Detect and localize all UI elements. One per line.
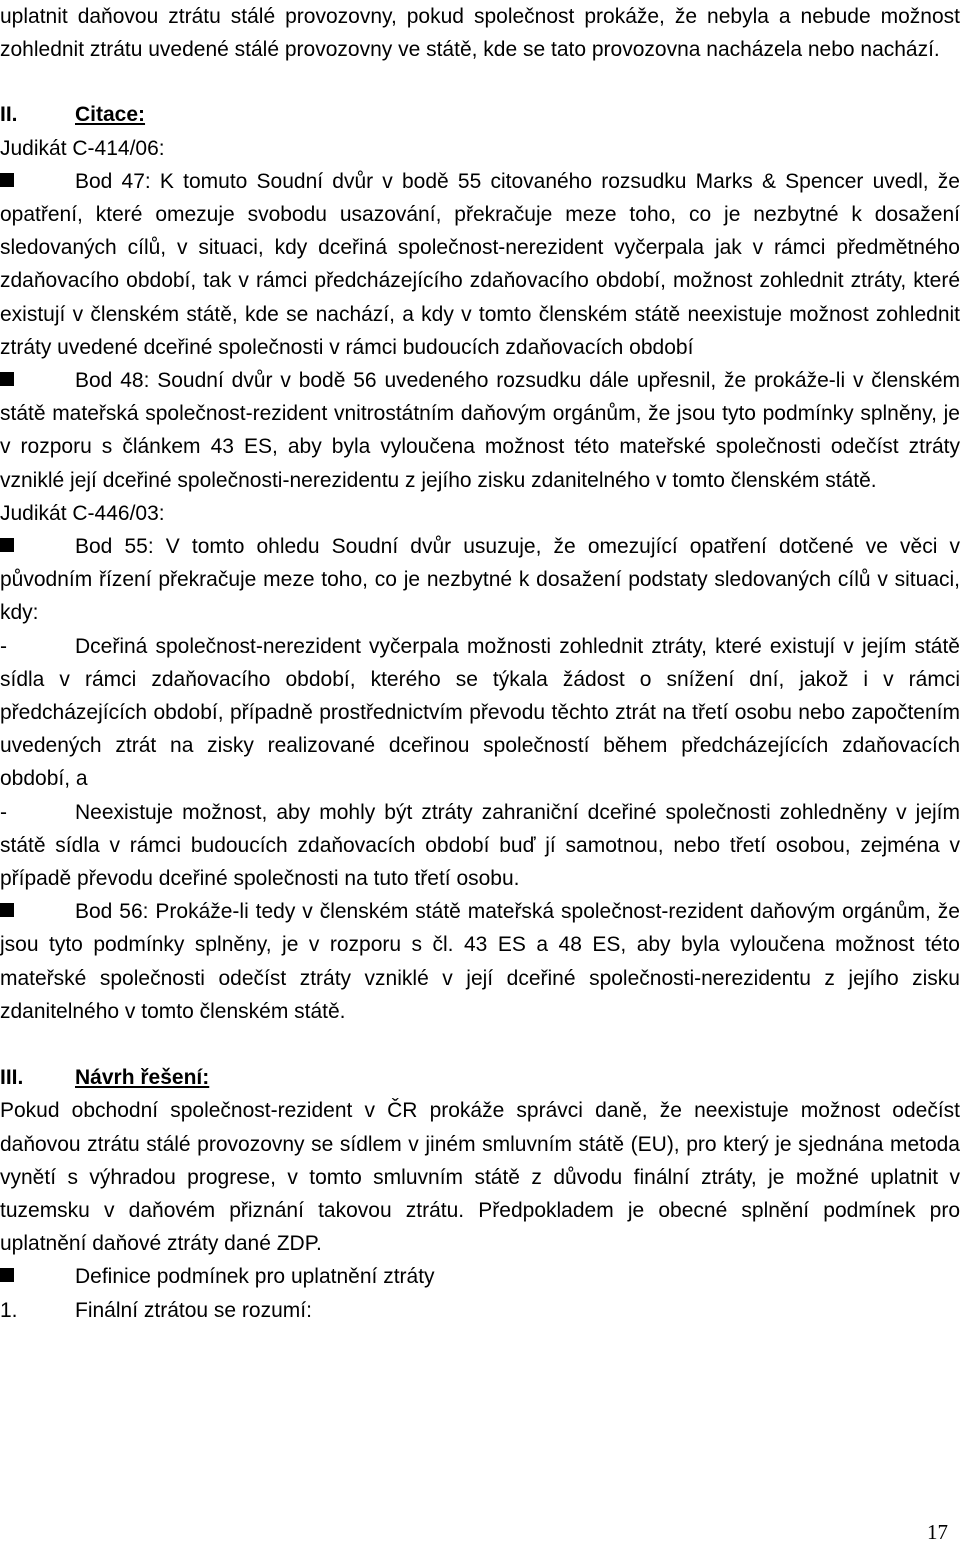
judgment-1-label: Judikát C-414/06:: [0, 136, 165, 160]
list-number: 1.: [0, 1298, 18, 1322]
spacer: [0, 66, 960, 98]
dash-item-1-text: Dceřiná společnost-nerezident vyčerpala možnosti zohlednit ztráty, které existují v jejím státě sídla v rámci zdaňovacího období, kterého se týkala žádost o snížení dní, jakož i v rámci předcházejících období, případně prostřednictvím převodu těchto ztrát na třetí osobu nebo započtením uvedených ztrát na zisky realizované dceřinou společností během předcházejících zdaňovacích období, a: [0, 634, 960, 791]
bod-47-text: Bod 47: K tomuto Soudní dvůr v bodě 55 citovaného rozsudku Marks & Spencer uvedl, že opatření, které omezuje svobodu usazování, překračuje meze toho, co je nezbytné k dosažení sledovaných cílů, v situaci, kdy dceřiná společnost-nerezident vyčerpala jak v rámci předmětného zdaňovacího období, tak v rámci předcházejícího zdaňovacího období, možnost zohlednit ztráty, které existují v členském státě, kde se nachází, a kdy v tomto členském státě neexistuje možnost zohlednit ztráty uvedené dceřiné společnosti v rámci budoucích zdaňovacích období: [0, 169, 960, 359]
bod-56-text: Bod 56: Prokáže-li tedy v členském státě mateřská společnost-rezident daňovým orgánům, že jsou tyto podmínky splněny, je v rozporu s čl. 43 ES a 48 ES, aby byla vyloučena možnost této mateřské společnosti odečíst ztráty vzniklé v její dceřiné společnosti-nerezidentu z jejího zisku zdanitelného v tomto členském státě.: [0, 900, 960, 1023]
bullet-marker: [0, 530, 75, 563]
bod-47-paragraph: [0, 165, 960, 364]
spacer: [0, 1028, 960, 1061]
section-2-title: Citace:: [75, 103, 146, 127]
judgment-2-label: Judikát C-446/03:: [0, 501, 165, 525]
dash-item-2: [0, 796, 960, 896]
dash-marker: -: [0, 634, 7, 658]
section-3-title: Návrh řešení:: [75, 1066, 210, 1090]
bullet-marker: [0, 165, 75, 198]
section-2-number: II.: [0, 103, 18, 127]
section-3-number: III.: [0, 1066, 24, 1090]
section-3-heading: [0, 1061, 960, 1094]
square-bullet-icon: [0, 903, 14, 917]
section-2-heading: [0, 98, 960, 131]
intro-paragraph: uplatnit daňovou ztrátu stálé provozovny, pokud společnost prokáže, že nebyla a nebude možnost zohlednit ztrátu uvedené stálé provozovny ve státě, kde se tato provozovna nacházela nebo nachází.: [0, 5, 960, 62]
dash-item-2-text: Neexistuje možnost, aby mohly být ztráty zahraniční dceřiné společnosti zohledněny v jejím státě sídla v rámci budoucích zdaňovacích období buď jí samotnou, nebo třetí osobou, zejména v případě převodu dceřiné společnosti na tuto třetí osobu.: [0, 800, 960, 891]
dash-marker: -: [0, 800, 7, 824]
bullet-marker: [0, 895, 75, 928]
bullet-marker: [0, 1260, 75, 1293]
bod-48-text: Bod 48: Soudní dvůr v bodě 56 uvedeného rozsudku dále upřesnil, že prokáže-li v členském státě mateřská společnost-rezident vnitrostátním daňovým orgánům, že jsou tyto podmínky splněny, je v rozporu s článkem 43 ES, aby byla vyloučena možnost této mateřské společnosti odečíst ztráty vzniklé její dceřiné společnosti-nerezidentu z jejího zisku zdanitelného v tomto členském státě.: [0, 369, 960, 492]
bod-55-text: Bod 55: V tomto ohledu Soudní dvůr usuzuje, že omezující opatření dotčené ve věci v původním řízení překračuje meze toho, co je nezbytné k dosažení podstaty sledovaných cílů v situaci, kdy:: [0, 535, 960, 625]
bod-48-paragraph: [0, 364, 960, 497]
bullet-marker: [0, 364, 75, 397]
bullet-item-definice: [0, 1260, 960, 1293]
bullet-item-text: Definice podmínek pro uplatnění ztráty: [75, 1265, 435, 1289]
numbered-item-text: Finální ztrátou se rozumí:: [75, 1298, 312, 1322]
square-bullet-icon: [0, 1268, 14, 1282]
square-bullet-icon: [0, 538, 14, 552]
bod-55-paragraph: [0, 530, 960, 630]
numbered-item-1: [0, 1294, 960, 1327]
bod-56-paragraph: [0, 895, 960, 1028]
square-bullet-icon: [0, 173, 14, 187]
section-3-paragraph: Pokud obchodní společnost-rezident v ČR prokáže správci daně, že neexistuje možnost odečíst daňovou ztrátu stálé provozovny se sídlem v jiném smluvním státě (EU), pro který je sjednána metoda vynětí s výhradou progrese, v tomto smluvním státě z důvodu finální ztráty, je možné uplatnit v tuzemsku v daňovém přiznání takovou ztrátu. Předpokladem je obecné splnění podmínek pro uplatnění daňové ztráty dané ZDP.: [0, 1099, 960, 1256]
page-number: 17: [927, 1520, 948, 1544]
dash-item-1: [0, 630, 960, 796]
square-bullet-icon: [0, 372, 14, 386]
